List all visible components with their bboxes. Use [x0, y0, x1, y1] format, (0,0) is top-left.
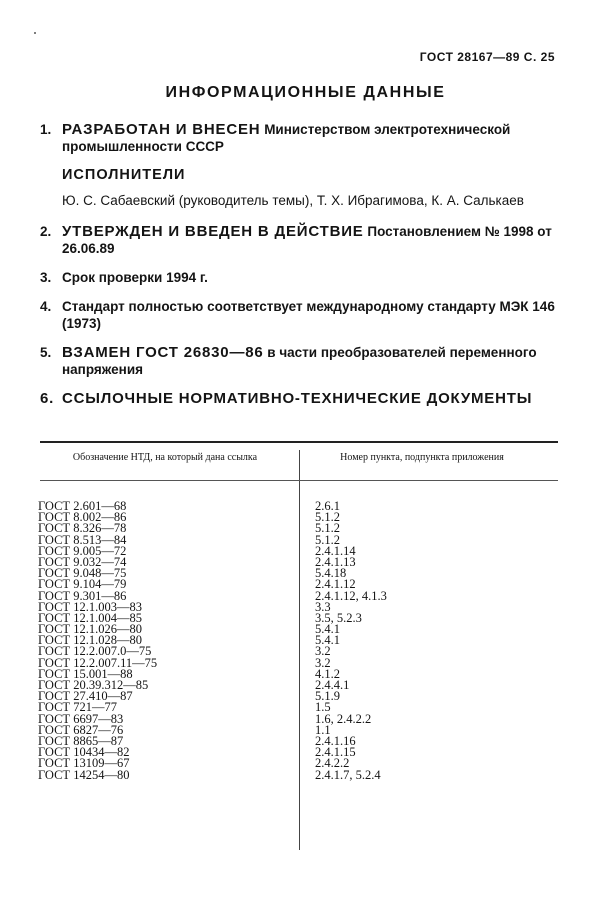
cell-designation: ГОСТ 27.410—87 [38, 689, 133, 704]
cell-clause: 5.1.2 [315, 510, 340, 525]
cell-clause: 3.3 [315, 599, 331, 614]
page-header: ГОСТ 28167—89 С. 25 [419, 50, 555, 64]
table-header-designation: Обозначение НТД, на который дана ссылка [72, 452, 258, 463]
cell-clause: 2.4.1.7, 5.2.4 [315, 767, 381, 782]
cell-designation: ГОСТ 9.032—74 [38, 554, 127, 569]
cell-clause: 5.4.1 [315, 633, 340, 648]
item-number: 5. [40, 345, 52, 360]
cell-clause: 5.4.1 [315, 622, 340, 637]
item-number: 1. [40, 122, 52, 137]
cell-designation: ГОСТ 15.001—88 [38, 666, 133, 681]
cell-designation: ГОСТ 8.513—84 [38, 532, 127, 547]
cell-designation: ГОСТ 12.2.007.0—75 [38, 644, 152, 659]
table-row [38, 767, 558, 782]
cell-clause: 2.4.1.15 [315, 745, 356, 760]
scan-speck [34, 32, 36, 34]
cell-clause: 4.1.2 [315, 666, 340, 681]
reference-table-body [38, 501, 558, 781]
item-number: 6. [40, 390, 55, 407]
item-text: в части преобразователей переменного напряжения [62, 345, 537, 377]
item-lead: ВЗАМЕН ГОСТ 26830—86 [62, 344, 264, 361]
item-number: 3. [40, 270, 52, 285]
cell-designation: ГОСТ 8865—87 [38, 733, 124, 748]
cell-clause: 2.6.1 [315, 499, 340, 513]
cell-clause: 1.1 [315, 722, 331, 737]
cell-designation: ГОСТ 6697—83 [38, 711, 124, 726]
cell-designation: ГОСТ 10434—82 [38, 745, 130, 760]
cell-designation: ГОСТ 8.326—78 [38, 521, 127, 536]
cell-designation: ГОСТ 721—77 [38, 700, 117, 715]
item-number: 2. [40, 224, 52, 239]
cell-designation: ГОСТ 9.104—79 [38, 577, 127, 592]
cell-clause: 2.4.1.12 [315, 577, 356, 592]
cell-designation: ГОСТ 14254—80 [38, 767, 130, 782]
cell-designation: ГОСТ 8.002—86 [38, 510, 127, 525]
cell-designation: ГОСТ 9.005—72 [38, 543, 127, 558]
cell-clause: 3.2 [315, 644, 331, 659]
cell-clause: 2.4.1.14 [315, 543, 356, 558]
cell-clause: 1.5 [315, 700, 331, 715]
table-header-rule [40, 480, 558, 481]
list-item-5 [40, 344, 560, 378]
cell-designation: ГОСТ 12.1.026—80 [38, 622, 142, 637]
cell-clause: 5.4.18 [315, 566, 347, 581]
item-text: Министерством электротехнической промышленности СССР [62, 122, 511, 154]
item-lead: РАЗРАБОТАН И ВНЕСЕН [62, 121, 261, 138]
cell-clause: 3.5, 5.2.3 [315, 610, 362, 625]
cell-clause: 5.1.2 [315, 521, 340, 536]
cell-designation: ГОСТ 12.1.003—83 [38, 599, 142, 614]
cell-clause: 2.4.2.2 [315, 756, 350, 771]
cell-designation: ГОСТ 9.048—75 [38, 566, 127, 581]
cell-clause: 2.4.1.13 [315, 554, 356, 569]
list-item-1 [40, 121, 560, 155]
cell-clause: 5.1.9 [315, 689, 340, 704]
item-text: Стандарт полностью соответствует международному стандарту МЭК 146 (1973) [62, 299, 555, 331]
executors-names: Ю. С. Сабаевский (руководитель темы), Т. Х. Ибрагимова, К. А. Салькаев [62, 193, 524, 208]
cell-designation: ГОСТ 9.301—86 [38, 588, 127, 603]
cell-designation: ГОСТ 13109—67 [38, 756, 130, 771]
cell-designation: ГОСТ 12.2.007.11—75 [38, 655, 158, 670]
list-item-4 [40, 298, 560, 332]
list-item-2 [40, 223, 560, 257]
cell-clause: 2.4.1.16 [315, 733, 356, 748]
cell-clause: 2.4.4.1 [315, 678, 350, 692]
list-item-6 [40, 390, 560, 407]
cell-designation: ГОСТ 12.1.004—85 [38, 610, 142, 625]
table-header-clause: Номер пункта, подпункта приложения [340, 452, 504, 463]
item-lead: ССЫЛОЧНЫЕ НОРМАТИВНО-ТЕХНИЧЕСКИЕ ДОКУМЕНТЫ [62, 390, 533, 407]
table-top-rule [40, 441, 558, 443]
list-item-3 [40, 269, 560, 286]
info-list [40, 121, 560, 419]
page-title: ИНФОРМАЦИОННЫЕ ДАННЫЕ [165, 84, 446, 101]
executors-heading: ИСПОЛНИТЕЛИ [62, 167, 186, 183]
cell-designation: ГОСТ 12.1.028—80 [38, 633, 142, 648]
cell-clause: 1.6, 2.4.2.2 [315, 711, 372, 726]
item-number: 4. [40, 299, 52, 314]
item-text: Срок проверки 1994 г. [62, 270, 208, 285]
cell-designation: ГОСТ 2.601—68 [38, 499, 127, 513]
cell-clause: 2.4.1.12, 4.1.3 [315, 588, 387, 603]
item-lead: УТВЕРЖДЕН И ВВЕДЕН В ДЕЙСТВИЕ [62, 223, 364, 240]
cell-designation: ГОСТ 6827—76 [38, 722, 124, 737]
cell-designation: ГОСТ 20.39.312—85 [38, 678, 149, 692]
item-text: Постановлением № 1998 от 26.06.89 [62, 224, 552, 256]
cell-clause: 3.2 [315, 655, 331, 670]
cell-clause: 5.1.2 [315, 532, 340, 547]
